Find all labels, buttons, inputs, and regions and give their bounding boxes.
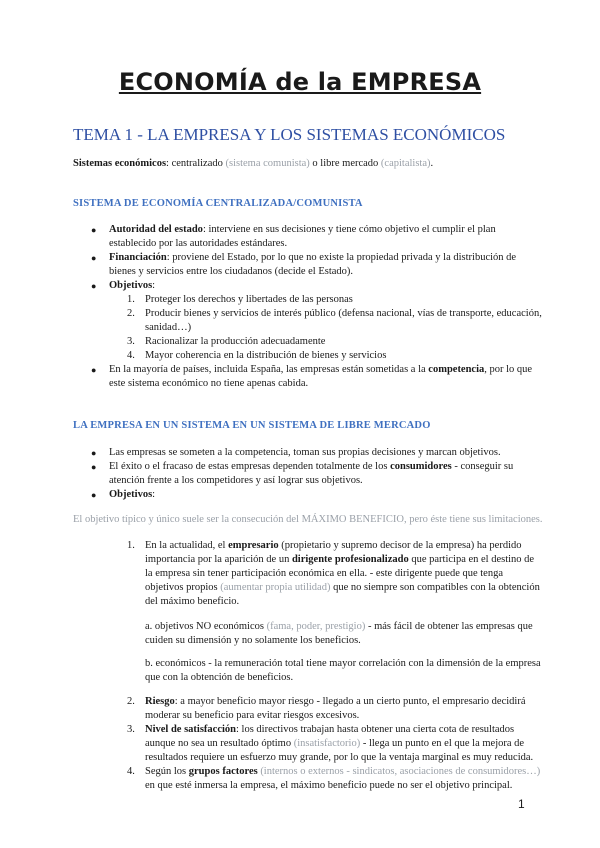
limit-risk	[145, 695, 526, 709]
objective-number: 4.	[127, 350, 135, 361]
intro-text: o libre mercado	[309, 158, 381, 169]
limit-text: (propietario y supremo decisor de la empresa) ha perdido	[278, 540, 522, 551]
limit-line: resultados requiere un esfuerzo muy grande, por lo que la ventaja marginal es muy reducida.	[145, 752, 534, 763]
bullet-text: En la mayoría de países, incluida España, las empresas están sometidas a la	[109, 364, 429, 375]
bullet-text: El éxito o el fracaso de estas empresas dependen totalmente de los	[109, 461, 391, 472]
bullet-term: Objetivos	[109, 489, 153, 500]
bullet-dot: ●	[91, 225, 97, 235]
limit-entrepreneur	[145, 539, 522, 553]
bullet-state-authority	[109, 223, 496, 237]
bullet-term: consumidores	[390, 461, 452, 472]
bullet-continuation: establecido por las autoridades estándares.	[109, 238, 288, 249]
limit-term: empresario	[228, 540, 279, 551]
chapter-heading: TEMA 1 - LA EMPRESA Y LOS SISTEMAS ECONÓMICOS	[73, 125, 506, 144]
bullet-dot: ●	[91, 253, 97, 263]
limit-number: 2.	[127, 696, 135, 707]
bullet-dot: ●	[91, 448, 97, 458]
bullet-continuation: atención frente a los competidores y así lograr sus objetivos.	[109, 475, 363, 486]
bullet-term: Objetivos	[109, 280, 153, 291]
bullet-objectives	[109, 488, 155, 502]
objective-continuation: sanidad…)	[145, 322, 192, 333]
limit-note: (insatisfactorio)	[293, 738, 361, 749]
limit-text: objetivos propios	[145, 582, 221, 593]
limit-groups	[145, 765, 540, 779]
limit-text: que no siempre son compatibles con la obtención	[330, 582, 540, 593]
sub-item-b-continuation: que con la obtención de beneficios.	[145, 672, 294, 683]
limit-number: 4.	[127, 766, 135, 777]
intro-text: .	[430, 158, 434, 169]
bullet-text: : proviene del Estado, por lo que no existe la propiedad privada y la distribución de	[166, 252, 517, 263]
bullet-term: competencia	[428, 364, 485, 375]
limit-text: - llega un punto en el que la mejora de	[360, 738, 525, 749]
limit-text: a. objetivos NO económicos	[145, 621, 267, 632]
bullet-continuation: bienes y servicios entre los ciudadanos (decide el Estado).	[109, 266, 354, 277]
bullet-consumers	[109, 460, 513, 474]
intro-line	[73, 157, 433, 171]
bullet-dot: ●	[91, 365, 97, 375]
limit-text: En la actualidad, el	[145, 540, 229, 551]
limit-text: que participa en el destino de	[408, 554, 535, 565]
limit-text: aunque no sea un resultado óptimo	[145, 738, 294, 749]
limit-term: Nivel de satisfacción	[145, 724, 236, 735]
bullet-competition-decisions: Las empresas se someten a la competencia, toman sus propias decisiones y marcan objetivos.	[109, 447, 501, 458]
limit-note: (fama, poder, prestigio)	[266, 621, 366, 632]
bullet-continuation: este sistema económico no tiene apenas cabida.	[109, 378, 309, 389]
intro-term: Sistemas económicos	[73, 158, 167, 169]
objective-number: 1.	[127, 294, 135, 305]
objective-number: 2.	[127, 308, 135, 319]
sub-item-a	[145, 620, 533, 634]
section-heading-free-market: LA EMPRESA EN UN SISTEMA EN UN SISTEMA DE LIBRE MERCADO	[73, 420, 431, 431]
limit-number: 1.	[127, 540, 135, 551]
limit-note: (internos o externos - sindicatos, asociaciones de consumidores…)	[260, 766, 541, 777]
limit-line: moderar su beneficio para evitar riesgos excesivos.	[145, 710, 360, 721]
limit-text: : los directivos trabajan hasta obtener una cierta cota de resultados	[236, 724, 515, 735]
document-title: ECONOMÍA de la EMPRESA	[118, 68, 482, 96]
limit-text: Según los	[145, 766, 189, 777]
bullet-text: :	[152, 489, 156, 500]
limit-line	[145, 737, 524, 751]
limit-term: Riesgo	[145, 696, 175, 707]
bullet-dot: ●	[91, 462, 97, 472]
limit-line: en que esté inmersa la empresa, el máximo beneficio puede no ser el objetivo principal.	[145, 780, 513, 791]
bullet-text: , por lo que	[484, 364, 533, 375]
bullet-text: : interviene en sus decisiones y tiene cómo objetivo el cumplir el plan	[202, 224, 496, 235]
bullet-dot: ●	[91, 281, 97, 291]
limit-note: (aumentar propia utilidad)	[220, 582, 331, 593]
bullet-competition	[109, 363, 532, 377]
limit-text: - más fácil de obtener las empresas que	[365, 621, 533, 632]
limit-term: dirigente profesionalizado	[291, 554, 409, 565]
max-profit-note: El objetivo típico y único suele ser la consecución del MÁXIMO BENEFICIO, pero éste tiene sus limitaciones.	[73, 514, 543, 525]
bullet-financing	[109, 251, 516, 265]
limit-line	[145, 581, 540, 595]
limit-term: grupos factores	[188, 766, 258, 777]
limit-text: importancia por la aparición de un	[145, 554, 292, 565]
objective-item: Racionalizar la producción adecuadamente	[145, 336, 326, 347]
bullet-term: Autoridad del estado	[109, 224, 203, 235]
limit-number: 3.	[127, 724, 135, 735]
bullet-objectives	[109, 279, 155, 293]
section-heading-centralized: SISTEMA DE ECONOMÍA CENTRALIZADA/COMUNISTA	[73, 198, 363, 209]
objective-item: Proteger los derechos y libertades de las personas	[145, 294, 353, 305]
limit-line	[145, 553, 534, 567]
bullet-term: Financiación	[109, 252, 167, 263]
limit-text: : a mayor beneficio mayor riesgo - llegado a un cierto punto, el empresario decidirá	[174, 696, 526, 707]
bullet-text: - conseguir su	[451, 461, 514, 472]
objective-item: Producir bienes y servicios de interés público (defensa nacional, vías de transporte, educación,	[145, 308, 542, 319]
bullet-text: :	[152, 280, 156, 291]
intro-note: (capitalista)	[380, 158, 431, 169]
limit-satisfaction	[145, 723, 514, 737]
sub-item-a-continuation: cuiden su dimensión y no solamente los beneficios.	[145, 635, 361, 646]
limit-line: la empresa sin tener participación económica en ella. - este dirigente puede que tenga	[145, 568, 504, 579]
page-number: 1	[518, 797, 525, 811]
limit-line: del máximo beneficio.	[145, 596, 240, 607]
sub-item-b: b. económicos - la remuneración total tiene mayor correlación con la dimensión de la empresa	[145, 658, 541, 669]
objective-item: Mayor coherencia en la distribución de bienes y servicios	[145, 350, 387, 361]
intro-note: (sistema comunista)	[225, 158, 310, 169]
objective-number: 3.	[127, 336, 135, 347]
bullet-dot: ●	[91, 490, 97, 500]
intro-text: : centralizado	[166, 158, 226, 169]
